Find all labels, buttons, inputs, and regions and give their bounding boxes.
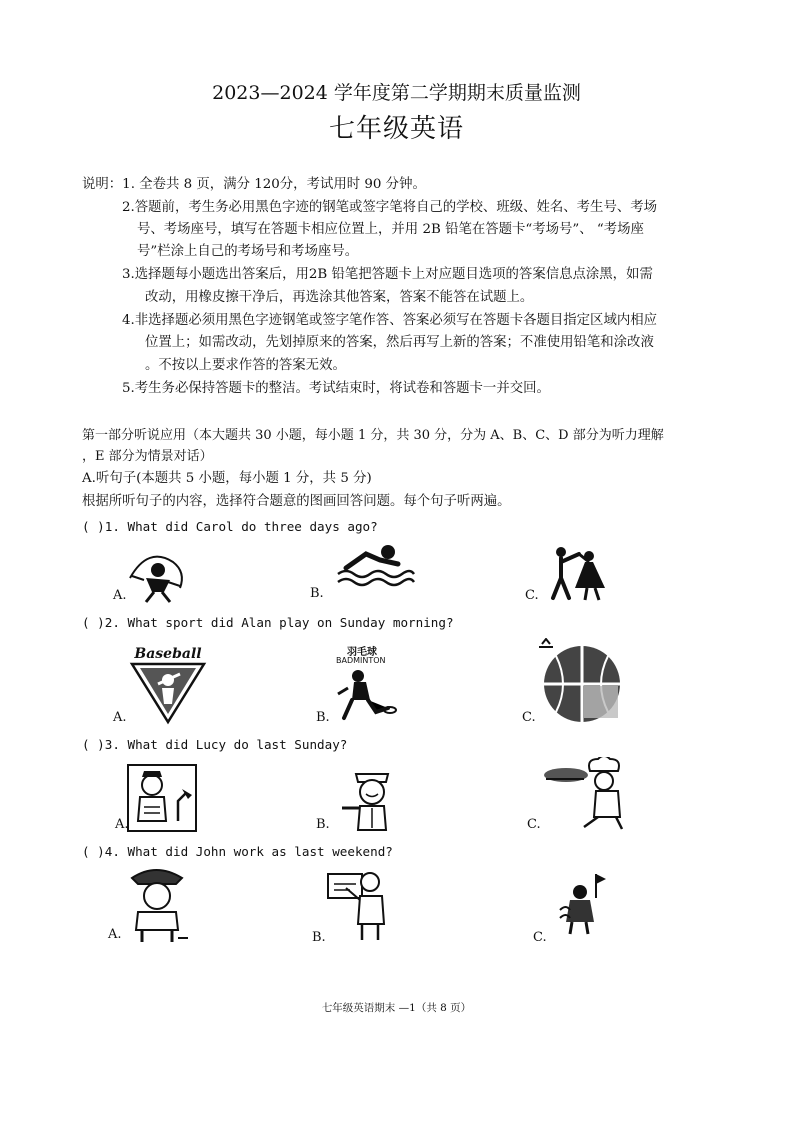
- q3-option-b: B.: [316, 817, 330, 832]
- baseball-badge-icon: [128, 644, 208, 726]
- q1-option-b: B.: [310, 586, 324, 601]
- jump-rope-girl-icon: [118, 548, 198, 604]
- q4-option-b: B.: [312, 930, 326, 945]
- q2-option-a: A.: [113, 710, 127, 725]
- q1-option-a: A.: [113, 588, 127, 603]
- q1-option-c: C.: [525, 588, 539, 603]
- q3-option-a: A.: [115, 817, 129, 832]
- instruction-5: 5.考生务必保持答题卡的整洁。考试结束时，将试卷和答题卡一并交回。: [122, 381, 550, 396]
- instruction-4-cont: 位置上；如需改动，先划掉原来的答案，然后再写上新的答案；不准使用铅笔和涂改液: [145, 335, 654, 350]
- q4-option-c: C.: [533, 930, 547, 945]
- section-a-directions: 根据所听句子的内容，选择符合题意的图画回答问题。每个句子听两遍。: [82, 494, 511, 509]
- question-1-stem: ( )1. What did Carol do three days ago?: [82, 519, 378, 534]
- section-a-heading: A.听句子(本题共 5 小题，每小题 1 分，共 5 分): [82, 471, 372, 486]
- badminton-chinese-label: 羽毛球: [347, 647, 377, 658]
- basketball-icon: [536, 638, 626, 724]
- police-officer-icon: [124, 866, 190, 944]
- badminton-player-icon: [336, 668, 400, 724]
- instruction-2-end: 号”栏涂上自己的考场号和考场座号。: [137, 244, 359, 259]
- badminton-english-label: BADMINTON: [336, 656, 386, 665]
- question-2-stem: ( )2. What sport did Alan play on Sunday morning?: [82, 615, 454, 630]
- instruction-4-end: 。不按以上要求作答的答案无效。: [145, 358, 346, 373]
- q2-option-c: C.: [522, 710, 536, 725]
- instruction-2: 2.答题前，考生务必用黑色字迹的钢笔或签字笔将自己的学校、班级、姓名、考生号、考场: [122, 200, 658, 215]
- question-3-stem: ( )3. What did Lucy do last Sunday?: [82, 737, 348, 752]
- dancing-couple-icon: [543, 540, 613, 604]
- waiter-icon: [340, 768, 406, 832]
- exam-subtitle: 七年级英语: [328, 114, 464, 144]
- swimmer-icon: [336, 542, 416, 588]
- chef-with-food-icon: [538, 757, 628, 833]
- instruction-3-cont: 改动，用橡皮擦干净后，再选涂其他答案，答案不能答在试题上。: [145, 290, 534, 305]
- page-footer: 七年级英语期末 —1（共 8 页）: [321, 1002, 472, 1014]
- q4-option-a: A.: [108, 927, 122, 942]
- question-4-stem: ( )4. What did John work as last weekend?: [82, 844, 393, 859]
- tour-guide-icon: [556, 870, 608, 938]
- part1-heading-cont: ，E 部分为情景对话）: [82, 449, 213, 464]
- instruction-1: 说明：1. 全卷共 8 页，满分 120分，考试用时 90 分钟。: [82, 177, 426, 192]
- exam-title: 2023—2024 学年度第二学期期末质量监测: [212, 82, 581, 104]
- teacher-at-board-icon: [326, 868, 392, 944]
- instruction-2-cont: 号、考场座号，填写在答题卡相应位置上，并用 2B 铅笔在答题卡“考场号”、 “考场座: [137, 222, 644, 237]
- q2-option-b: B.: [316, 710, 330, 725]
- studying-desk-icon: [126, 763, 198, 833]
- instruction-3: 3.选择题每小题选出答案后，用2B 铅笔把答题卡上对应题目选项的答案信息点涂黑，如需: [122, 267, 653, 282]
- q3-option-c: C.: [527, 817, 541, 832]
- baseball-label: Baseball: [134, 646, 202, 662]
- instruction-4: 4.非选择题必须用黑色字迹钢笔或签字笔作答、答案必须写在答题卡各题目指定区域内相应: [122, 313, 658, 328]
- part1-heading: 第一部分听说应用（本大题共 30 小题，每小题 1 分，共 30 分，分为 A、B、C、D 部分为听力理解: [82, 428, 664, 443]
